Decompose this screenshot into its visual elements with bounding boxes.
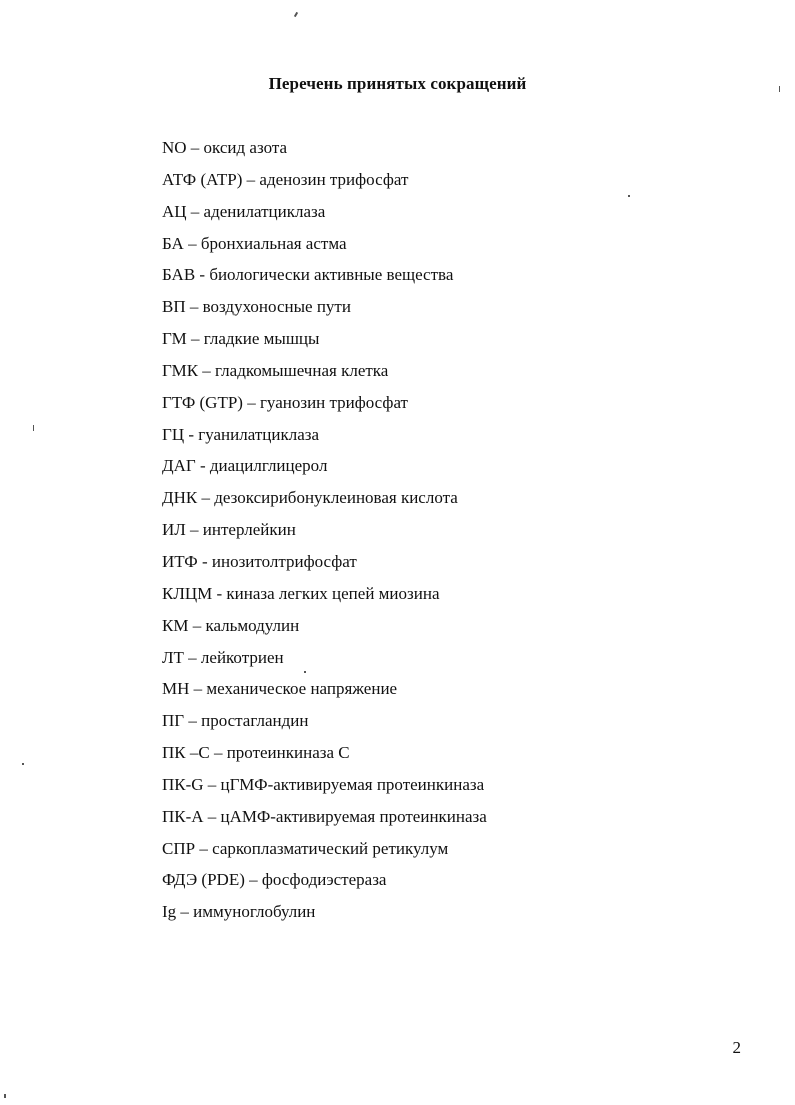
abbreviation-item: ВП – воздухоносные пути	[162, 297, 351, 317]
abbreviation-item: ДАГ - диацилглицерол	[162, 456, 328, 476]
abbreviation-item: АТФ (АТР) – аденозин трифосфат	[162, 169, 409, 189]
scan-speck	[304, 671, 306, 673]
abbreviation-item: КМ – кальмодулин	[162, 615, 300, 635]
abbreviation-item: ИЛ – интерлейкин	[162, 520, 296, 540]
abbreviation-item: ЛТ – лейкотриен	[162, 647, 284, 667]
abbreviation-item: ГМК – гладкомышечная клетка	[162, 360, 389, 380]
abbreviation-item: ФДЭ (PDE) – фосфодиэстераза	[162, 870, 387, 890]
abbreviation-item: СПР – саркоплазматический ретикулум	[162, 838, 449, 858]
abbreviation-item: ПК –С – протеинкиназа С	[162, 743, 350, 763]
abbreviation-item: ПГ – простагландин	[162, 711, 309, 731]
scan-speck	[4, 1094, 6, 1098]
scan-speck	[628, 195, 630, 197]
abbreviation-item: ГЦ - гуанилатциклаза	[162, 424, 320, 444]
abbreviation-item: КЛЦМ - киназа легких цепей миозина	[162, 583, 440, 603]
page-title: Перечень принятых сокращений	[268, 74, 527, 93]
abbreviation-item: ДНК – дезоксирибонуклеиновая кислота	[162, 488, 458, 508]
scan-speck	[22, 763, 24, 765]
scan-speck	[33, 425, 34, 431]
abbreviation-item: ИТФ - инозитолтрифосфат	[162, 551, 357, 571]
abbreviation-item: ГМ – гладкие мышцы	[162, 329, 320, 349]
abbreviation-item: БАВ - биологически активные вещества	[162, 265, 454, 285]
abbreviation-item: Ig – иммуноглобулин	[162, 902, 316, 922]
abbreviation-item: ГТФ (GTP) – гуанозин трифосфат	[162, 392, 408, 412]
abbreviation-item: ПК-А – цАМФ-активируемая протеинкиназа	[162, 806, 487, 826]
scan-speck	[294, 12, 298, 17]
page-number: 2	[732, 1038, 741, 1057]
abbreviation-item: NO – оксид азота	[162, 138, 288, 157]
abbreviation-list	[162, 137, 487, 933]
abbreviation-item: БА – бронхиальная астма	[162, 233, 347, 253]
scan-speck	[779, 86, 780, 92]
abbreviation-item: АЦ – аденилатциклаза	[162, 201, 326, 221]
abbreviation-item: ПК-G – цГМФ-активируемая протеинкиназа	[162, 774, 485, 794]
abbreviation-item: МН – механическое напряжение	[162, 679, 398, 699]
